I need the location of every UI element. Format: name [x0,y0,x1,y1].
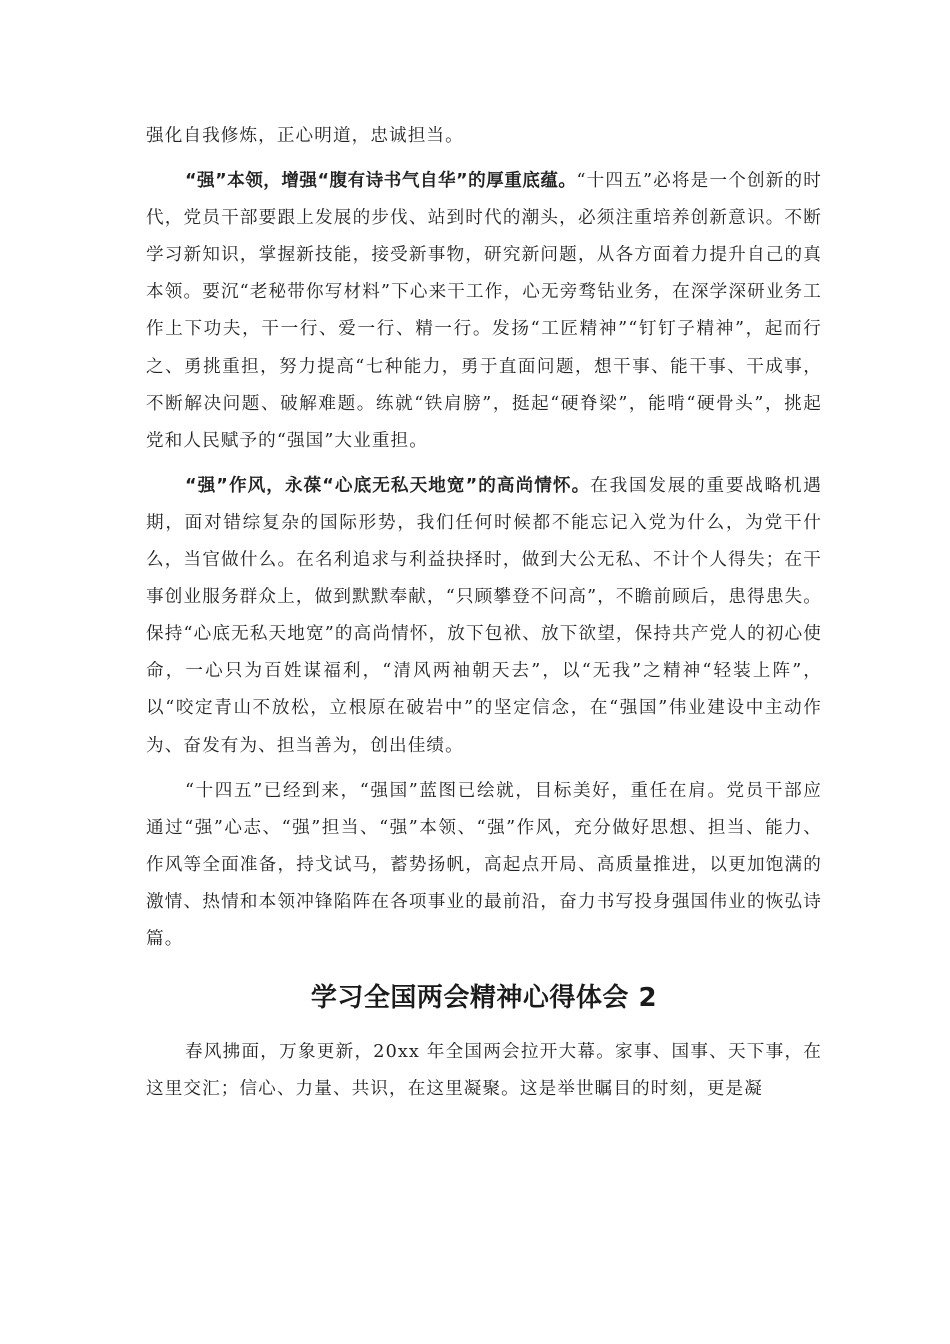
paragraph-text: 强化自我修炼，正心明道，忠诚担当。 [146,126,464,146]
paragraph-text: 在我国发展的重要战略机遇期，面对错综复杂的国际形势，我们任何时候都不能忘记入党为什么，为党干什么，当官做什么。在名利追求与利益抉择时，做到大公无私、不计个人得失；在干事创业服务群众上，做到默默奉献，“只顾攀登不问高”，不瞻前顾后，患得患失。保持“心底无私天地宽”的高尚情怀，放下包袱、放下欲望，保持共产党人的初心使命，一心只为百姓谋福利，“清风两袖朝天去”，以“无我”之精神“轻装上阵”，以“咬定青山不放松，立根原在破岩中”的坚定信念，在“强国”伟业建设中主动作为、奋发有为、担当善为，创出佳绩。 [146,475,822,756]
paragraph-skills [146,163,822,460]
paragraph-lead-bold: “强”作风，永葆“心底无私天地宽”的高尚情怀。 [185,475,591,496]
paragraph-conclusion [146,773,822,958]
paragraph-text: 春风拂面，万象更新，20xx 年全国两会拉开大幕。家事、国事、天下事，在这里交汇；信心、力量、共识，在这里凝聚。这是举世瞩目的时刻，更是凝 [146,1042,822,1100]
paragraph-text: “十四五”必将是一个创新的时代，党员干部要跟上发展的步伐、站到时代的潮头，必须注重培养创新意识。不断学习新知识，掌握新技能，接受新事物，研究新问题，从各方面着力提升自己的真本领。要沉“老秘带你写材料”下心来干工作，心无旁骛钻业务，在深学深研业务工作上下功夫，干一行、爱一行、精一行。发扬“工匠精神”“钉钉子精神”，起而行之、勇挑重担，努力提高“七种能力，勇于直面问题，想干事、能干事、干成事，不断解决问题、破解难题。练就“铁肩膀”，挺起“硬脊梁”，能啃“硬骨头”，挑起党和人民赋予的“强国”大业重担。 [146,171,822,451]
paragraph-section-intro [146,1034,822,1108]
paragraph-lead-bold: “强”本领，增强“腹有诗书气自华”的厚重底蕴。 [185,171,577,192]
paragraph-text: “十四五”已经到来，“强国”蓝图已绘就，目标美好，重任在肩。党员干部应通过“强”心志、“强”担当、“强”本领、“强”作风，充分做好思想、担当、能力、作风等全面准备，持戈试马，蓄势扬帆，高起点开局、高质量推进，以更加饱满的激情、热情和本领冲锋陷阵在各项事业的最前沿，奋力书写投身强国伟业的恢弘诗篇。 [146,780,822,949]
section-title: 学习全国两会精神心得体会 2 [310,983,658,1014]
paragraph-style [146,468,822,765]
paragraph-continuation [146,118,822,155]
document-page [146,118,822,1116]
